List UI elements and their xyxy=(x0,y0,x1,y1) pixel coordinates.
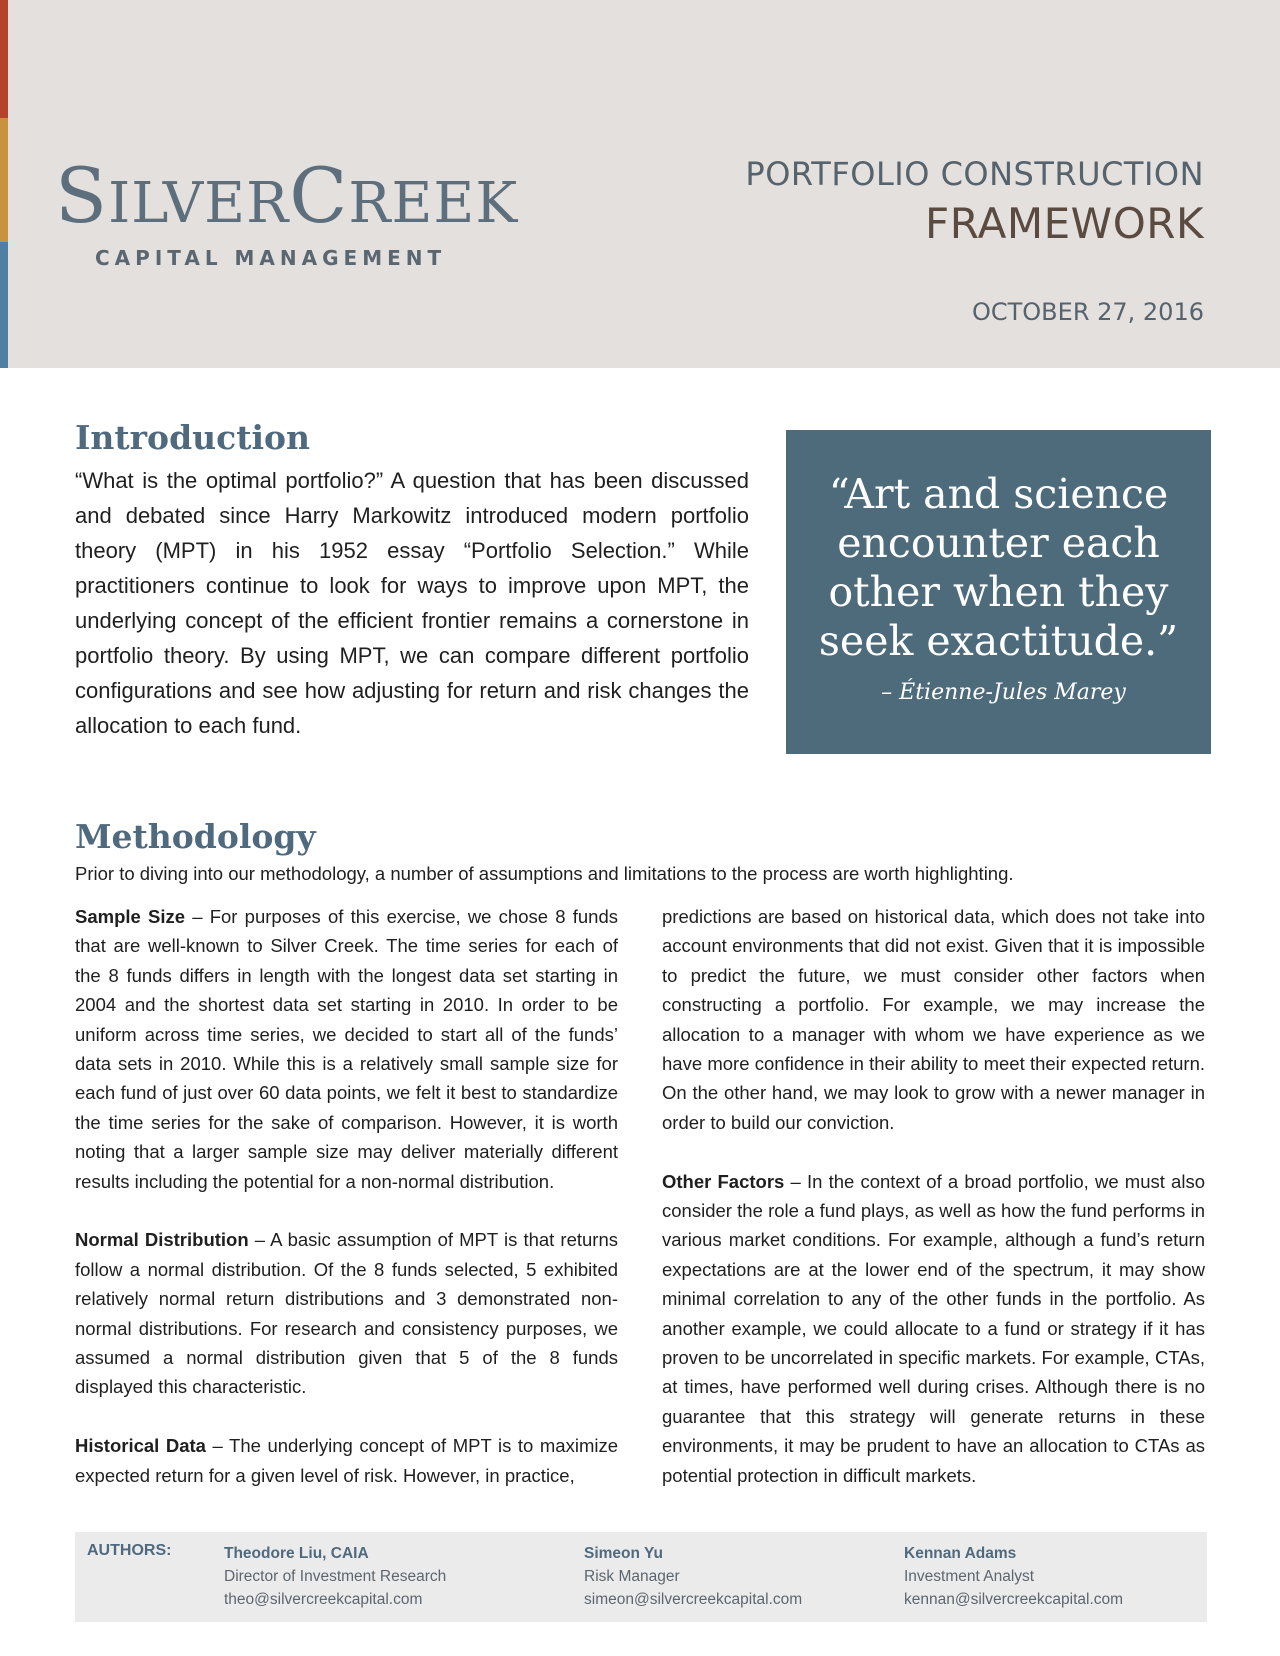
methodology-heading: Methodology xyxy=(75,817,316,856)
authors-footer xyxy=(75,1532,1207,1622)
header-band xyxy=(0,0,1280,368)
lead-sample-size: Sample Size xyxy=(75,906,186,927)
accent-stripe-blue xyxy=(0,242,8,368)
title-line-1: PORTFOLIO CONSTRUCTION xyxy=(745,155,1204,193)
author-name: Theodore Liu, CAIA xyxy=(224,1545,369,1562)
logo-subtitle: CAPITAL MANAGEMENT xyxy=(95,246,447,270)
paragraph-other-factors: Other Factors – In the context of a broad portfolio, we must also consider the role a fund plays, as well as how the fund performs in various market conditions. For example, although a fund’s return expectations are at the lower end of the spectrum, it may show minimal correlation to any of the other funds in the portfolio. As another example, we could allocate to a fund or strategy if it has proven to be uncorrelated in specific markets. For example, CTAs, at times, have performed well during crises. Although there is no guarantee that this strategy will generate returns in these environments, it may be prudent to have an allocation to CTAs as potential protection in difficult markets. xyxy=(662,1170,1205,1486)
author-email[interactable]: theo@silvercreekcapital.com xyxy=(224,1591,423,1608)
logo-wordmark: SILVERCREEK xyxy=(55,151,519,240)
accent-stripe-gold xyxy=(0,118,8,242)
pull-quote xyxy=(786,430,1211,754)
author-title: Risk Manager xyxy=(584,1568,680,1585)
authors-label: AUTHORS: xyxy=(87,1542,172,1559)
company-logo xyxy=(55,151,519,270)
lead-other-factors: Other Factors xyxy=(662,1170,785,1192)
document-title xyxy=(745,155,1204,248)
author-card xyxy=(904,1542,1123,1611)
methodology-column-left xyxy=(75,902,618,1519)
quote-author: – Étienne-Jules Marey xyxy=(881,680,1126,705)
quote-text: “Art and science encounter each other when they seek exactitude.” xyxy=(818,470,1179,665)
author-name: Kennan Adams xyxy=(904,1545,1017,1562)
author-email[interactable]: simeon@silvercreekcapital.com xyxy=(584,1591,803,1608)
author-name: Simeon Yu xyxy=(584,1545,663,1562)
methodology-intro: Prior to diving into our methodology, a number of assumptions and limitations to the process are worth highlighting. xyxy=(75,863,1014,884)
paragraph-normal-distribution: Normal Distribution – A basic assumption of MPT is that returns follow a normal distribution. Of the 8 funds selected, 5 exhibited relatively normal return distributions and 3 demonstrated non-normal distributions. For research and consistency purposes, we assumed a normal distribution given that 5 of the 8 funds displayed this characteristic. xyxy=(75,1229,618,1398)
paragraph-historical-data-cont: predictions are based on historical data, which does not take into account environments that did not exist. Given that it is impossible to predict the future, we must consider other factors when constructing a portfolio. For example, we may increase the allocation to a manager with whom we have experience as we have more confidence in their ability to meet their expected return. On the other hand, we may look to grow with a newer manager in order to build our conviction. xyxy=(662,906,1205,1133)
introduction-heading: Introduction xyxy=(75,418,311,457)
paragraph-historical-data: Historical Data – The underlying concept of MPT is to maximize expected return for a given level of risk. However, in practice, xyxy=(75,1435,618,1486)
author-title: Investment Analyst xyxy=(904,1568,1035,1585)
accent-stripe-red xyxy=(0,0,8,118)
title-line-2: FRAMEWORK xyxy=(925,199,1204,248)
paragraph-sample-size: Sample Size – For purposes of this exercise, we chose 8 funds that are well-known to Silver Creek. The time series for each of the 8 funds differs in length with the longest data set starting in 2004 and the shortest data set starting in 2010. In order to be uniform across time series, we decided to start all of the funds’ data sets in 2010. While this is a relatively small sample size for each fund of just over 60 data points, we felt it best to standardize the time series for the sake of comparison. However, it is worth noting that a larger sample size may deliver materially different results including the potential for a non-normal distribution. xyxy=(75,906,618,1192)
author-title: Director of Investment Research xyxy=(224,1568,447,1585)
author-card xyxy=(224,1542,446,1611)
lead-normal-distribution: Normal Distribution xyxy=(75,1229,249,1251)
lead-historical-data: Historical Data xyxy=(75,1435,206,1457)
methodology-column-right xyxy=(662,902,1205,1520)
document-date: OCTOBER 27, 2016 xyxy=(971,298,1204,326)
author-card xyxy=(584,1542,802,1611)
author-email[interactable]: kennan@silvercreekcapital.com xyxy=(904,1591,1124,1608)
introduction-body: “What is the optimal portfolio?” A question that has been discussed and debated since Harry Markowitz introduced modern portfolio theory (MPT) in his 1952 essay “Portfolio Selection.” While practitioners continue to look for ways to improve upon MPT, the underlying concept of the efficient frontier remains a cornerstone in portfolio theory. By using MPT, we can compare different portfolio configurations and see how adjusting for return and risk changes the allocation to each fund. xyxy=(75,468,749,738)
